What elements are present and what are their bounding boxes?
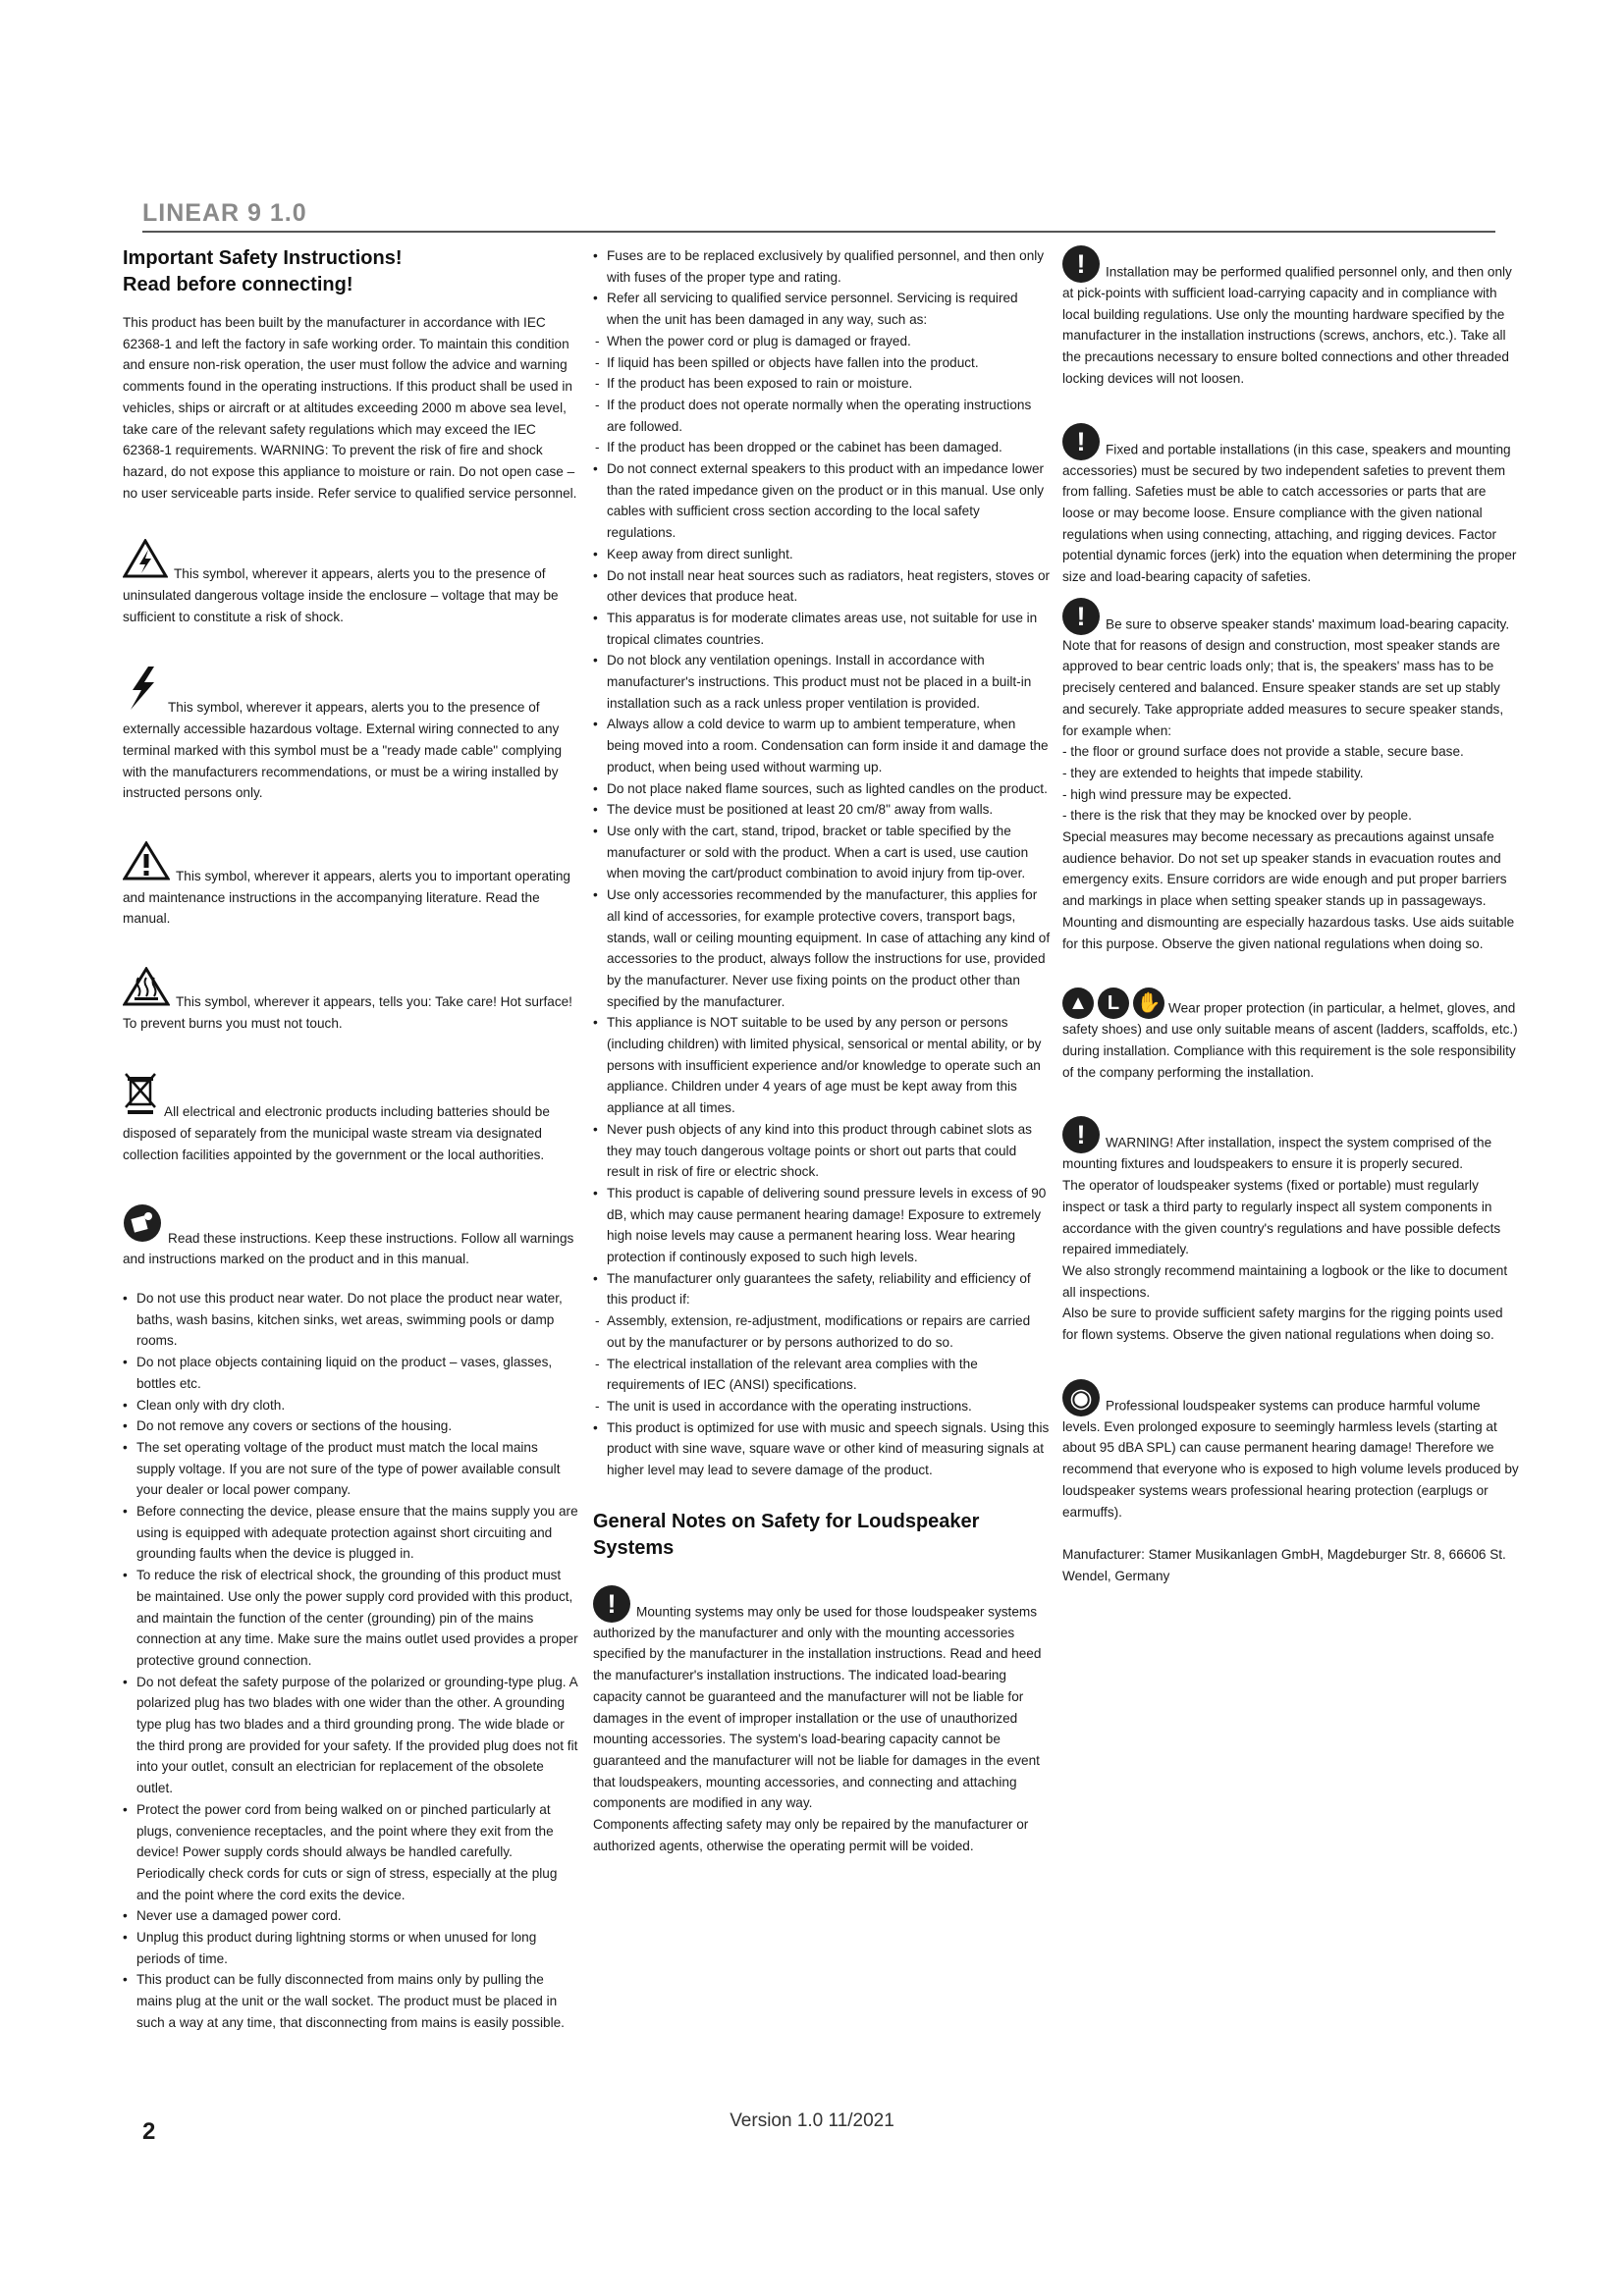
- list-item: • This apparatus is for moderate climates areas use, not suitable for use in tropical climates countries.: [593, 608, 1051, 650]
- exclamation-icon: !: [1062, 1116, 1100, 1153]
- list-item: - If liquid has been spilled or objects have fallen into the product.: [593, 352, 1051, 374]
- list-item: - Assembly, extension, re-adjustment, modifications or repairs are carried out by the manufacturer or by persons authorized to do so.: [593, 1310, 1051, 1353]
- version-label: Version 1.0 11/2021: [730, 2110, 894, 2131]
- list-item: • Do not remove any covers or sections of the housing.: [123, 1415, 578, 1437]
- list-item: • To reduce the risk of electrical shock, the grounding of this product must be maintained. Use only the power supply cord provided with this product, and maintain the function of the center (grounding) pin of the mains connection at any time. Make sure the mains outlet used provides a proper protective ground connection.: [123, 1565, 578, 1672]
- manufacturer-info: Manufacturer: Stamer Musikanlagen GmbH, Magdeburger Str. 8, 66606 St. Wendel, Germany: [1062, 1547, 1506, 1583]
- list-item: • Do not connect external speakers to this product with an impedance lower than the rated impedance given on the product or in this manual. Use only cables with sufficient cross section according to the local safety regulations.: [593, 458, 1051, 544]
- list-item: • This product is optimized for use with music and speech signals. Using this product with sine wave, square wave or other kind of measuring signals at higher level may lead to severe damage of the product.: [593, 1417, 1051, 1481]
- warning-paragraph: ! WARNING! After installation, inspect the system comprised of the mounting fixtures and loudspeakers to ensure it is properly secured.: [1062, 1116, 1520, 1175]
- column-1: [123, 245, 578, 2034]
- list-item: • Clean only with dry cloth.: [123, 1395, 578, 1416]
- stands-outro: Special measures may become necessary as precautions against unsafe audience behavior. Do not set up speaker stands in evacuation routes and emergency exits. Ensure corridors are wide enough and put proper barriers and markings in place when setting speaker stands up in passageways. Mounting and dismounting are especially hazardous tasks. Use aids suitable for this purpose. Observe the given national regulations when doing so.: [1062, 829, 1515, 951]
- loudspeaker-safety-title: General Notes on Safety for Loudspeaker Systems: [593, 1510, 980, 1559]
- list-item: • Unplug this product during lightning storms or when unused for long periods of time.: [123, 1927, 578, 1969]
- exclamation-icon: !: [1062, 423, 1100, 460]
- column-2: [593, 245, 1051, 1857]
- list-item: • Do not place naked flame sources, such as lighted candles on the product.: [593, 778, 1051, 800]
- list-item: • This product can be fully disconnected from mains only by pulling the mains plug at the unit or the wall socket. The product must be placed in such a way at any time, that disconnecting from mains is easily possible.: [123, 1969, 578, 2033]
- warning-label: WARNING!: [1106, 1135, 1173, 1150]
- list-item: • The device must be positioned at least 20 cm/8" away from walls.: [593, 799, 1051, 821]
- list-item: • Do not place objects containing liquid on the product – vases, glasses, bottles etc.: [123, 1352, 578, 1394]
- safety-shoe-icon: L: [1098, 988, 1129, 1019]
- list-item: • Do not defeat the safety purpose of the polarized or grounding-type plug. A polarized plug has two blades with one wider than the other. A grounding type plug has two blades and a third grounding prong. The wide blade or the third prong are provided for your safety. If the provided plug does not fit into your outlet, consult an electrician for replacement of the obsolete outlet.: [123, 1672, 578, 1799]
- list-item: - they are extended to heights that impede stability.: [1062, 765, 1364, 780]
- intro-paragraph: This product has been built by the manufacturer in accordance with IEC 62368-1 and left the factory in safe working order. To maintain this condition and ensure non-risk operation, the user must follow the advice and warning comments found in the operating instructions. If this product shall be used in vehicles, ships or aircraft or at altitudes exceeding 2000 m above sea level, take care of the relevant safety regulations which may exceed the IEC 62368-1 requirements. WARNING: To prevent the risk of fire and shock hazard, do not expose this appliance to moisture or rain. Do not open case – no user serviceable parts inside. Refer service to qualified service personnel.: [123, 315, 577, 501]
- page-number: 2: [142, 2118, 156, 2145]
- logbook-paragraph: We also strongly recommend maintaining a logbook or the like to document all inspections.: [1062, 1262, 1508, 1300]
- list-item: • This product is capable of delivering sound pressure levels in excess of 90 dB, which may cause permanent hearing damage! Exposure to extremely high noise levels may cause a permanent hearing loss. Wear hearing protection if continously exposed to such high levels.: [593, 1183, 1051, 1268]
- list-item: • Always allow a cold device to warm up to ambient temperature, when being moved into a room. Condensation can form inside it and damage the product, when being used without warming up.: [593, 714, 1051, 777]
- symbol-block-read-manual: Read these instructions. Keep these instructions. Follow all warnings and instructions marked on the product and in this manual.: [123, 1203, 578, 1270]
- column-3: [1062, 245, 1520, 1587]
- list-item: • Fuses are to be replaced exclusively by qualified personnel, and then only with fuses of the proper type and rating.: [593, 245, 1051, 288]
- lightning-bolt-icon: [123, 665, 162, 719]
- page-header: [142, 199, 1495, 233]
- stands-intro: ! Be sure to observe speaker stands' maximum load-bearing capacity. Note that for reasons of design and construction, most speaker stands are approved to bear centric loads only; that is, the speakers' mass has to be precisely centered and balanced. Ensure speaker stands are set up stably and securely. Take appropriate added measures to secure speaker stands, for example when:: [1062, 598, 1520, 742]
- hot-surface-icon: [123, 967, 170, 1013]
- ear-protection-icon: ◉: [1062, 1379, 1100, 1416]
- warning-triangle-icon: [123, 841, 170, 887]
- list-item: • Before connecting the device, please ensure that the mains supply you are using is equipped with adequate protection against short circuiting and grounding faults when the device is plugged in.: [123, 1501, 578, 1565]
- list-item: • Refer all servicing to qualified service personnel. Servicing is required when the unit has been damaged in any way, such as:: [593, 288, 1051, 330]
- list-item: • The set operating voltage of the product must match the local mains supply voltage. If you are not sure of the type of power available consult your dealer or local power company.: [123, 1437, 578, 1501]
- exclamation-icon: !: [1062, 245, 1100, 283]
- operator-paragraph: The operator of loudspeaker systems (fixed or portable) must regularly inspect or task a third party to regularly inspect all system components in accordance with the given country's regulations and have possible defects repaired immediately.: [1062, 1178, 1501, 1257]
- list-item: - If the product has been dropped or the cabinet has been damaged.: [593, 437, 1051, 458]
- list-item: • Use only accessories recommended by the manufacturer, this applies for all kind of accessories, for example protective covers, transport bags, stands, wall or ceiling mounting equipment. In case of attaching any kind of accessories to the product, always follow the instructions for use, provided by the manufacturer. Never use fixing points on the product other than specified by the manufacturer.: [593, 884, 1051, 1012]
- service-bullet-list: [593, 245, 1051, 1481]
- list-item: - The electrical installation of the relevant area complies with the requirements of IEC (ANSI) specifications.: [593, 1354, 1051, 1396]
- list-item: • Never push objects of any kind into this product through cabinet slots as they may touch dangerous voltage points or short out parts that could result in risk of fire or electric shock.: [593, 1119, 1051, 1183]
- list-item: - If the product has been exposed to rain or moisture.: [593, 373, 1051, 395]
- exclamation-icon: !: [1062, 598, 1100, 635]
- hearing-block: ◉ Professional loudspeaker systems can produce harmful volume levels. Even prolonged exposure to seemingly harmless levels (starting at about 95 dBA SPL) can cause permanent hearing damage! Therefore we recommend that everyone who is exposed to high volume levels produced by loudspeaker systems wears professional hearing protection (earplugs or earmuffs).: [1062, 1379, 1520, 1523]
- symbol-block-warning: This symbol, wherever it appears, alerts you to important operating and maintenance instructions in the accompanying literature. Read the manual.: [123, 841, 578, 930]
- list-item: • Never use a damaged power cord.: [123, 1905, 578, 1927]
- list-item: • Do not install near heat sources such as radiators, heat registers, stoves or other devices that produce heat.: [593, 565, 1051, 608]
- list-item: - The unit is used in accordance with the operating instructions.: [593, 1396, 1051, 1417]
- list-item: • Keep away from direct sunlight.: [593, 544, 1051, 565]
- symbol-block-hot-surface: This symbol, wherever it appears, tells you: Take care! Hot surface! To prevent burns you must not touch.: [123, 967, 578, 1034]
- list-item: - high wind pressure may be expected.: [1062, 786, 1292, 802]
- protection-block: ▲ L ✋ Wear proper protection (in particular, a helmet, gloves, and safety shoes) and use only suitable means of ascent (ladders, scaffolds, etc.) during installation. Compliance with this requirement is the sole responsibility of the company performing the installation.: [1062, 988, 1520, 1083]
- list-item: • Protect the power cord from being walked on or pinched particularly at plugs, convenience receptacles, and the point where they exit from the device! Power supply cords should always be handled carefully. Periodically check cords for cuts or sign of stress, especially at the plug and the point where the cord exits the device.: [123, 1799, 578, 1906]
- read-manual-icon: [123, 1203, 162, 1250]
- crossed-bin-icon: [123, 1071, 158, 1123]
- list-item: • The manufacturer only guarantees the safety, reliability and efficiency of this product if:: [593, 1268, 1051, 1310]
- list-item: • Do not block any ventilation openings. Install in accordance with manufacturer's instructions. This product must not be placed in a built-in installation such as a rack unless proper ventilation is provided.: [593, 650, 1051, 714]
- speaker-stands-block: [1062, 598, 1520, 955]
- list-item: - If the product does not operate normally when the operating instructions are followed.: [593, 395, 1051, 437]
- installation-block: ! Installation may be performed qualified personnel only, and then only at pick-points with sufficient load-carrying capacity and in compliance with local building regulations. Use only the mounting hardware specified by the manufacturer in the installation instructions (screws, anchors, etc.). Take all the precautions necessary to ensure bolted connections and other threaded locking devices will not loosen.: [1062, 245, 1520, 390]
- safety-bullet-list: [123, 1288, 578, 2034]
- list-item: • Do not use this product near water. Do not place the product near water, baths, wash basins, kitchen sinks, wet areas, swimming pools or damp rooms.: [123, 1288, 578, 1352]
- symbol-block-high-voltage: This symbol, wherever it appears, alerts you to the presence of uninsulated dangerous voltage inside the enclosure – voltage that may be sufficient to constitute a risk of shock.: [123, 539, 578, 627]
- list-item: • Use only with the cart, stand, tripod, bracket or table specified by the manufacturer or sold with the product. When a cart is used, use caution when moving the cart/product combination to avoid injury from tip-over.: [593, 821, 1051, 884]
- helmet-icon: ▲: [1062, 988, 1094, 1019]
- gloves-icon: ✋: [1133, 988, 1164, 1019]
- margins-paragraph: Also be sure to provide sufficient safety margins for the rigging points used for flown systems. Observe the given national regulations when doing so.: [1062, 1306, 1503, 1343]
- list-item: - the floor or ground surface does not provide a stable, secure base.: [1062, 744, 1464, 760]
- product-title: LINEAR 9 1.0: [142, 199, 307, 227]
- warning-block: [1062, 1116, 1520, 1345]
- exclamation-icon: !: [593, 1585, 630, 1623]
- fixed-portable-block: ! Fixed and portable installations (in this case, speakers and mounting accessories) must be secured by two independent safeties to prevent them from falling. Safeties must be able to catch accessories or parts that are loose or may become loose. Ensure compliance with the given national regulations when using connecting, attaching, and rigging devices. Factor potential dynamic forces (jerk) into the equation when determining the proper size and load-bearing capacity of safeties.: [1062, 423, 1520, 588]
- safety-title: Important Safety Instructions! Read before connecting!: [123, 247, 403, 295]
- mounting-paragraph: ! Mounting systems may only be used for those loudspeaker systems authorized by the manufacturer and only with the mounting accessories specified by the manufacturer in the installation instructions. Read and heed the manufacturer's installation instructions. The indicated load-bearing capacity cannot be guaranteed and the manufacturer will not be liable for damages in the event of improper installation or the use of unauthorized mounting accessories. The system's load-bearing capacity cannot be guaranteed and the manufacturer will not be liable for damages in the event that loudspeakers, mounting accessories, and connecting and attaching components are modified in any way.: [593, 1585, 1051, 1814]
- high-voltage-triangle-icon: [123, 539, 168, 585]
- list-item: - When the power cord or plug is damaged or frayed.: [593, 331, 1051, 352]
- components-paragraph: Components affecting safety may only be repaired by the manufacturer or authorized agents, otherwise the operating permit will be voided.: [593, 1817, 1029, 1853]
- symbol-block-weee: All electrical and electronic products including batteries should be disposed of separately from the municipal waste stream via designated collection facilities appointed by the government or the local authorities.: [123, 1071, 578, 1165]
- list-item: - there is the risk that they may be knocked over by people.: [1062, 808, 1412, 824]
- list-item: • This appliance is NOT suitable to be used by any person or persons (including children) with limited physical, sensorical or mental ability, or by persons with insufficient experience and/or knowledge to operate such an appliance. Children under 4 years of age must be kept away from this appliance at all times.: [593, 1012, 1051, 1119]
- symbol-block-lightning: This symbol, wherever it appears, alerts you to the presence of externally accessible hazardous voltage. External wiring connected to any terminal marked with this symbol must be a "ready made cable" complying with the manufacturers recommendations, or must be a wiring installed by instructed persons only.: [123, 665, 578, 804]
